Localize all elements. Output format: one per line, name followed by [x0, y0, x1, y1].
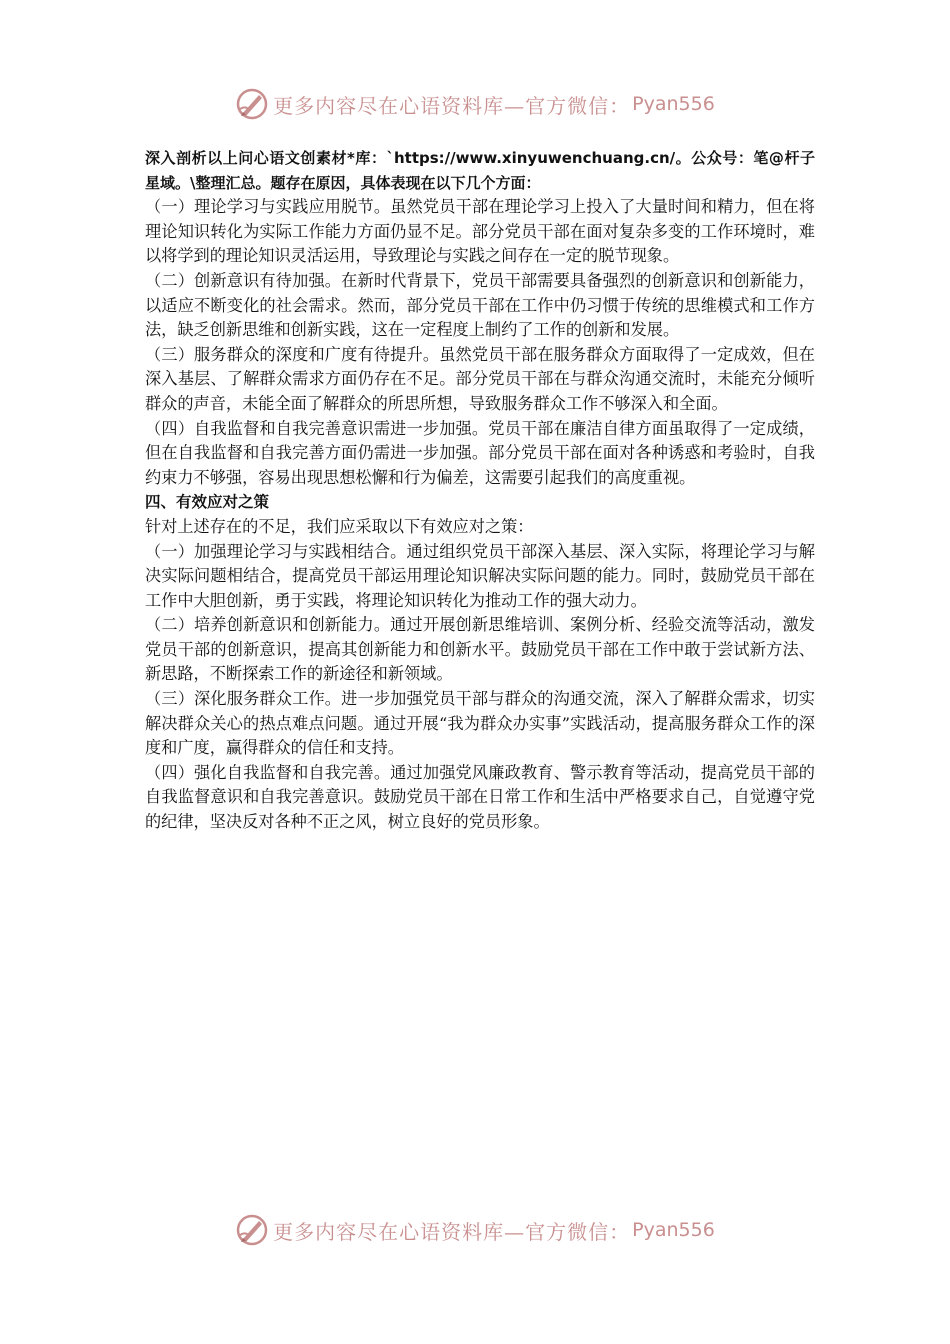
footer-watermark — [0, 1210, 950, 1250]
measure-paragraph-4: （四）强化自我监督和自我完善。通过加强党风廉政教育、警示教育等活动，提高党员干部的自我监督意识和自我完善意识。鼓励党员干部在日常工作和生活中严格要求自己，自觉遵守党的纪律，坚决反对各种不正之风，树立良好的党员形象。 — [145, 762, 815, 832]
watermark-text: 更多内容尽在心语资料库—官方微信： — [273, 1219, 631, 1244]
section-intro: 针对上述存在的不足，我们应采取以下有效应对之策： — [145, 516, 534, 536]
section-heading: 四、有效应对之策 — [145, 493, 270, 512]
watermark-text: 更多内容尽在心语资料库—官方微信： — [273, 93, 631, 118]
pen-logo-icon — [235, 1213, 269, 1247]
reason-paragraph-3: （三）服务群众的深度和广度有待提升。虽然党员干部在服务群众方面取得了一定成效，但在深入基层、了解群众需求方面仍存在不足。部分党员干部在与群众沟通交流时，未能充分倾听群众的声音，未能全面了解群众的所思所想，导致服务群众工作不够深入和全面。 — [145, 344, 815, 413]
measure-paragraph-3: （三）深化服务群众工作。进一步加强党员干部与群众的沟通交流，深入了解群众需求，切实解决群众关心的热点难点问题。通过开展“我为群众办实事”实践活动，提高服务群众工作的深度和广度，赢得群众的信任和支持。 — [145, 689, 815, 758]
document-body — [145, 146, 815, 835]
header-watermark — [0, 84, 950, 124]
measure-paragraph-2: （二）培养创新意识和创新能力。通过开展创新思维培训、案例分析、经验交流等活动，激发党员干部的创新意识，提高其创新能力和创新水平。鼓励党员干部在工作中敢于尝试新方法、新思路，不断探索工作的新途径和新领域。 — [145, 615, 815, 684]
watermark-account: Pyan556 — [632, 93, 715, 115]
intro-paragraph: 深入剖析以上问心语文创素材*库：`https://www.xinyuwenchuang.cn/。公众号：笔@杆子星域。\整理汇总。题存在原因，具体表现在以下几个方面： — [145, 149, 815, 192]
reason-paragraph-2: （二）创新意识有待加强。在新时代背景下，党员干部需要具备强烈的创新意识和创新能力，以适应不断变化的社会需求。然而，部分党员干部在工作中仍习惯于传统的思维模式和工作方法，缺乏创新思维和创新实践，这在一定程度上制约了工作的创新和发展。 — [145, 270, 815, 340]
reason-paragraph-4: （四）自我监督和自我完善意识需进一步加强。党员干部在廉洁自律方面虽取得了一定成绩，但在自我监督和自我完善方面仍需进一步加强。部分党员干部在面对各种诱惑和考验时，自我约束力不够强，容易出现思想松懈和行为偏差，这需要引起我们的高度重视。 — [145, 418, 815, 487]
watermark-account: Pyan556 — [632, 1219, 715, 1241]
measure-paragraph-1: （一）加强理论学习与实践相结合。通过组织党员干部深入基层、深入实际，将理论学习与解决实际问题相结合，提高党员干部运用理论知识解决实际问题的能力。同时，鼓励党员干部在工作中大胆创新，勇于实践，将理论知识转化为推动工作的强大动力。 — [145, 541, 815, 610]
pen-logo-icon — [235, 87, 269, 121]
reason-paragraph-1: （一）理论学习与实践应用脱节。虽然党员干部在理论学习上投入了大量时间和精力，但在将理论知识转化为实际工作能力方面仍显不足。部分党员干部在面对复杂多变的工作环境时，难以将学到的理论知识灵活运用，导致理论与实践之间存在一定的脱节现象。 — [145, 197, 815, 266]
